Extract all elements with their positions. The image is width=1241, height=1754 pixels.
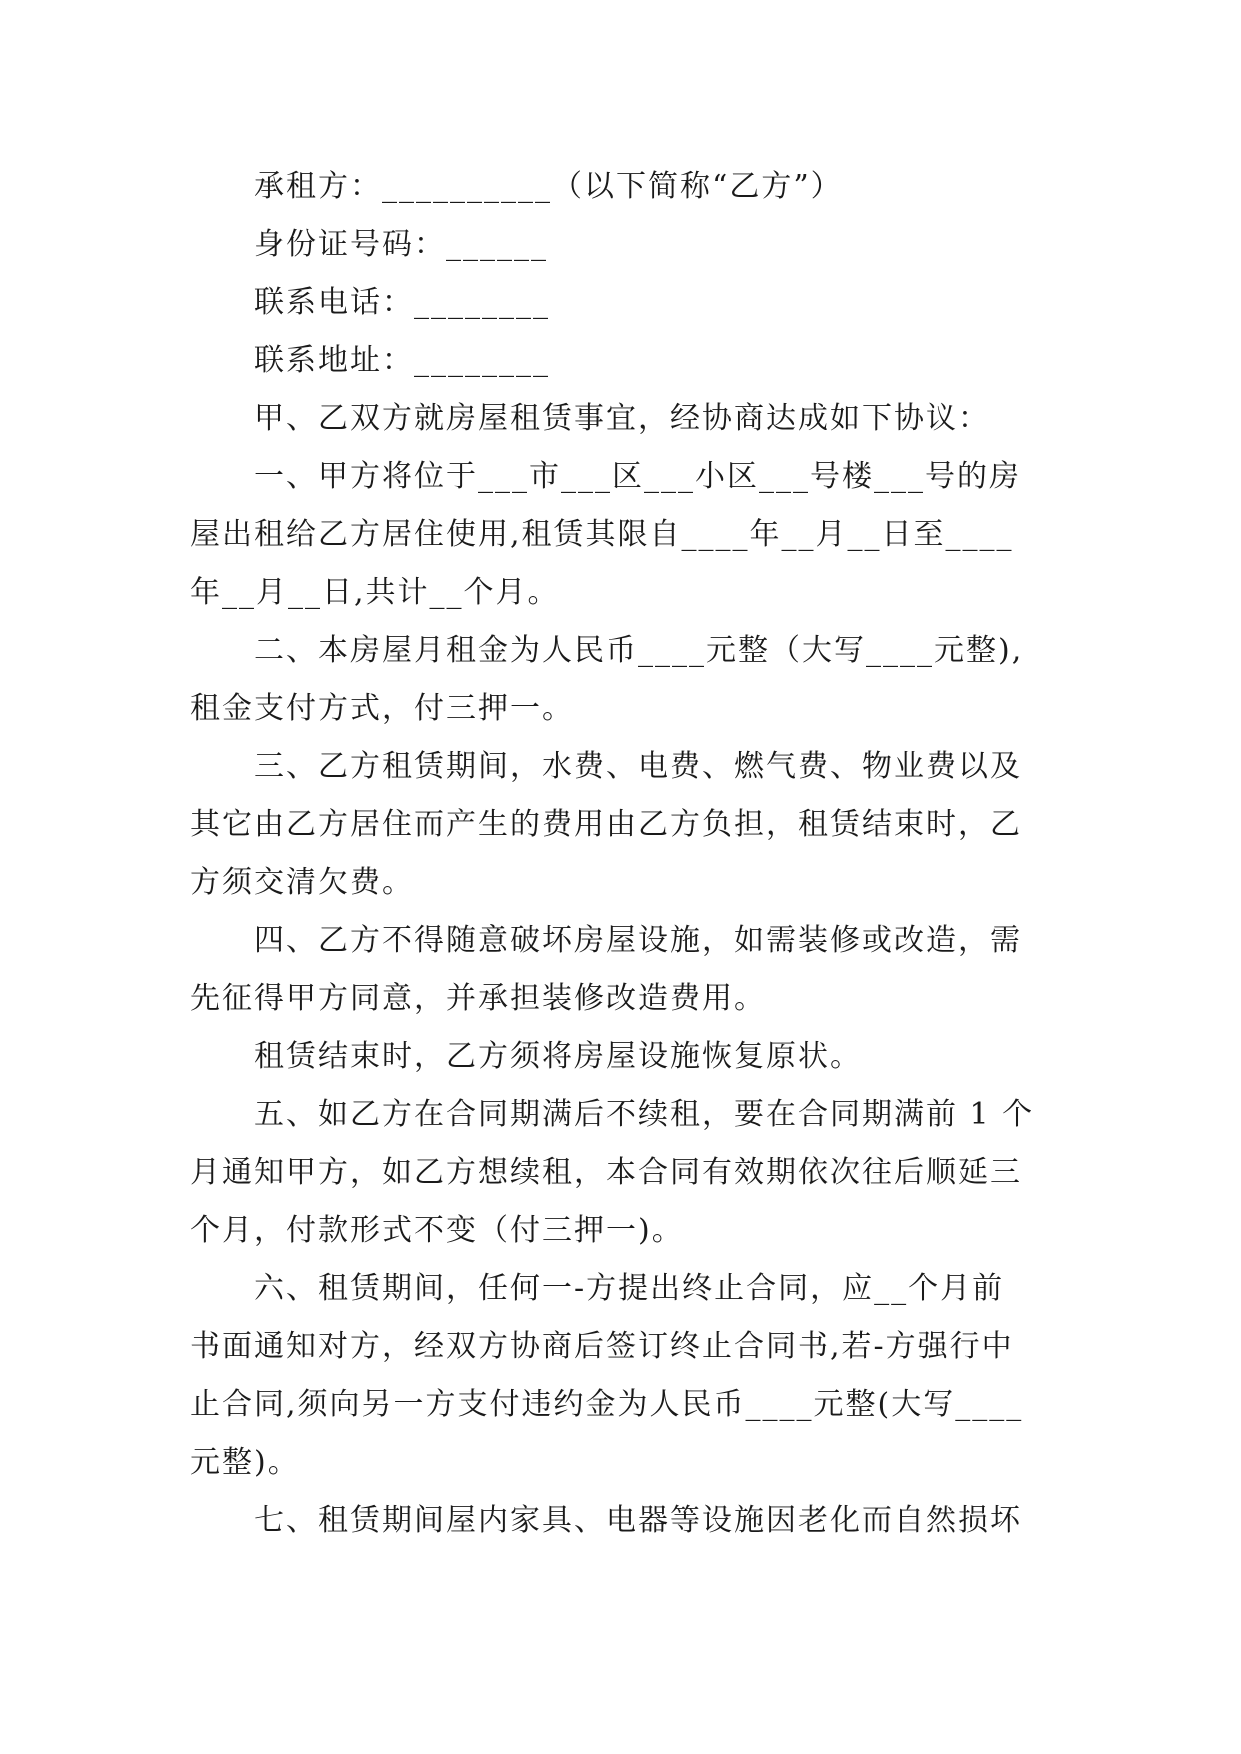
clause-6-line-2: 书面通知对方，经双方协商后签订终止合同书,若-方强行中 <box>190 1329 1014 1364</box>
clause-1-line-3: 年__月__日,共计__个月。 <box>190 575 560 610</box>
clause-6-line-4: 元整)。 <box>190 1445 300 1480</box>
clause-2-line-2: 租金支付方式，付三押一。 <box>190 691 574 726</box>
clause-3-line-1: 三、乙方租赁期间，水费、电费、燃气费、物业费以及 <box>254 749 1022 784</box>
clause-5-line-2: 月通知甲方，如乙方想续租，本合同有效期依次往后顺延三 <box>190 1155 1022 1190</box>
phone-line: 联系电话：________ <box>254 285 550 320</box>
lessee-line: 承租方：__________（以下简称“乙方”） <box>254 169 843 204</box>
clause-5-line-1: 五、如乙方在合同期满后不续租，要在合同期满前 1 个 <box>254 1097 1035 1132</box>
clause-4-line-2: 先征得甲方同意，并承担装修改造费用。 <box>190 981 766 1016</box>
id-number-line: 身份证号码：______ <box>254 227 548 262</box>
clause-1-line-2: 屋出租给乙方居住使用,租赁其限自____年__月__日至____ <box>190 517 1014 552</box>
clause-1-line-1: 一、甲方将位于___市___区___小区___号楼___号的房 <box>254 459 1021 494</box>
clause-3-line-2: 其它由乙方居住而产生的费用由乙方负担，租赁结束时，乙 <box>190 807 1022 842</box>
clause-6-line-3: 止合同,须向另一方支付违约金为人民币____元整(大写____ <box>190 1387 1024 1422</box>
clause-6-line-1: 六、租赁期间，任何一-方提出终止合同，应__个月前 <box>254 1271 1005 1306</box>
clause-4-line-1: 四、乙方不得随意破坏房屋设施，如需装修或改造，需 <box>254 923 1022 958</box>
restore-line: 租赁结束时，乙方须将房屋设施恢复原状。 <box>254 1039 862 1074</box>
contract-body <box>190 158 1050 1550</box>
clause-3-line-3: 方须交清欠费。 <box>190 865 414 900</box>
clause-5-line-3: 个月，付款形式不变（付三押一)。 <box>190 1213 684 1248</box>
intro-line: 甲、乙双方就房屋租赁事宜，经协商达成如下协议： <box>254 401 990 436</box>
address-line: 联系地址：________ <box>254 343 550 378</box>
clause-7-line-1: 七、租赁期间屋内家具、电器等设施因老化而自然损坏 <box>254 1503 1022 1538</box>
clause-2-line-1: 二、本房屋月租金为人民币____元整（大写____元整), <box>254 633 1024 668</box>
